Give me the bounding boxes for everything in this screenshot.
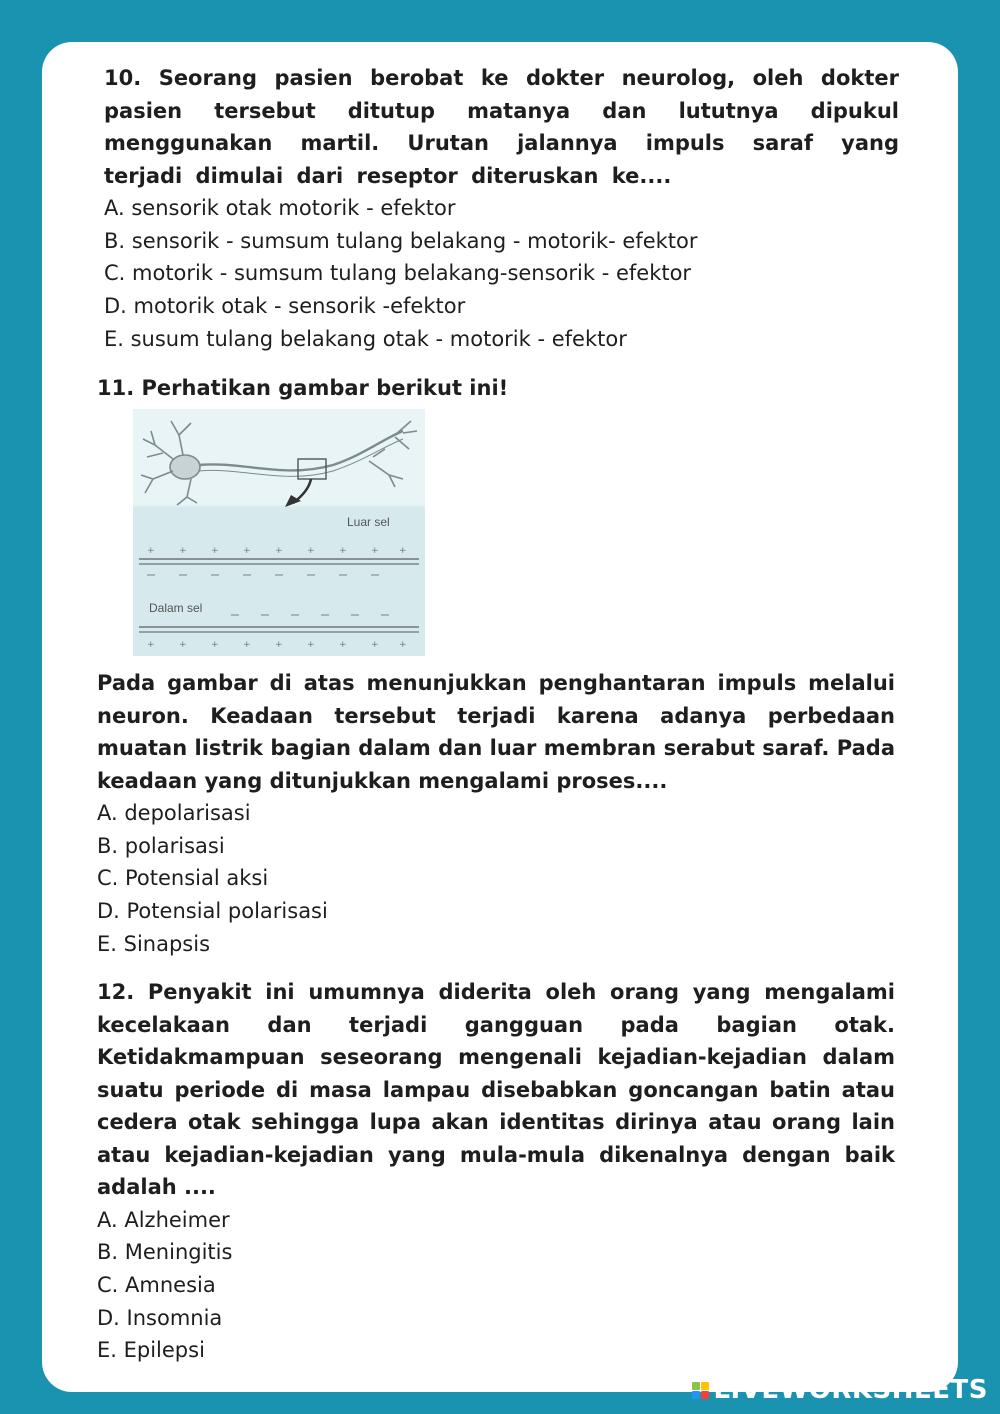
- question-11-option-c[interactable]: C. Potensial aksi: [97, 866, 269, 891]
- question-11-option-e[interactable]: E. Sinapsis: [97, 931, 211, 956]
- svg-text:+: +: [147, 640, 155, 650]
- svg-text:+: +: [211, 640, 219, 650]
- svg-text:+: +: [399, 546, 407, 556]
- question-11-option-d[interactable]: D. Potensial polarisasi: [97, 899, 328, 924]
- liveworksheets-logo-text: LIVEWORKSHEETS: [713, 1375, 988, 1405]
- question-12-option-a[interactable]: A. Alzheimer: [97, 1207, 230, 1232]
- svg-text:+: +: [211, 546, 219, 556]
- question-10-option-c[interactable]: C. motorik - sumsum tulang belakang-sensorik - efektor: [104, 261, 692, 286]
- svg-text:+: +: [399, 640, 407, 650]
- inside-cell-label: Dalam sel: [149, 601, 203, 615]
- question-11-option-a[interactable]: A. depolarisasi: [97, 801, 251, 825]
- liveworksheets-logo-icon: [692, 1382, 709, 1399]
- question-10-option-b[interactable]: B. sensorik - sumsum tulang belakang - motorik- efektor: [104, 228, 698, 253]
- svg-text:+: +: [307, 546, 315, 556]
- svg-text:+: +: [243, 546, 251, 556]
- neuron-impulse-figure: [133, 409, 425, 656]
- svg-text:+: +: [275, 546, 283, 556]
- question-10-text: 10. Seorang pasien berobat ke dokter neurolog, oleh dokter pasien tersebut ditutup matanya dan lututnya dipukul menggunakan martil. Urutan jalannya impuls saraf yang terjadi dimulai dari reseptor diteruskan ke....: [104, 66, 899, 188]
- question-10-option-d[interactable]: D. motorik otak - sensorik -efektor: [104, 294, 466, 319]
- question-12: [97, 976, 895, 1367]
- outside-cell-label: Luar sel: [347, 515, 390, 529]
- svg-text:+: +: [307, 640, 315, 650]
- question-10: [104, 62, 899, 356]
- liveworksheets-logo[interactable]: [692, 1376, 988, 1404]
- svg-text:+: +: [179, 546, 187, 556]
- question-10-option-a[interactable]: A. sensorik otak motorik - efektor: [104, 196, 456, 220]
- question-11-text: Pada gambar di atas menunjukkan penghantaran impuls melalui neuron. Keadaan tersebut terjadi karena adanya perbedaan muatan listrik bagian dalam dan luar membran serabut saraf. Pada keadaan yang ditunjukkan mengalami proses....: [97, 671, 895, 793]
- question-11-heading: 11. Perhatikan gambar berikut ini!: [97, 376, 509, 400]
- question-11-option-b[interactable]: B. polarisasi: [97, 833, 225, 858]
- svg-text:+: +: [371, 546, 379, 556]
- neuron-membrane-diagram: [133, 409, 425, 656]
- svg-text:+: +: [147, 546, 155, 556]
- question-10-option-e[interactable]: E. susum tulang belakang otak - motorik - efektor: [104, 326, 627, 351]
- svg-text:+: +: [339, 546, 347, 556]
- question-12-option-c[interactable]: C. Amnesia: [97, 1272, 216, 1297]
- svg-text:+: +: [339, 640, 347, 650]
- question-11: [97, 667, 895, 961]
- question-11-heading-block: [97, 372, 897, 405]
- question-12-option-d[interactable]: D. Insomnia: [97, 1305, 223, 1330]
- question-12-option-e[interactable]: E. Epilepsi: [97, 1338, 205, 1363]
- svg-text:+: +: [371, 640, 379, 650]
- question-12-text: 12. Penyakit ini umumnya diderita oleh orang yang mengalami kecelakaan dan terjadi gangguan pada bagian otak. Ketidakmampuan seseorang mengenali kejadian-kejadian dalam suatu periode di masa lampau disebabkan goncangan batin atau cedera otak sehingga lupa akan identitas dirinya atau orang lain atau kejadian-kejadian yang mula-mula dikenalnya dengan baik adalah ....: [97, 980, 895, 1199]
- question-12-option-b[interactable]: B. Meningitis: [97, 1240, 233, 1265]
- svg-text:+: +: [275, 640, 283, 650]
- svg-text:+: +: [243, 640, 251, 650]
- svg-text:+: +: [179, 640, 187, 650]
